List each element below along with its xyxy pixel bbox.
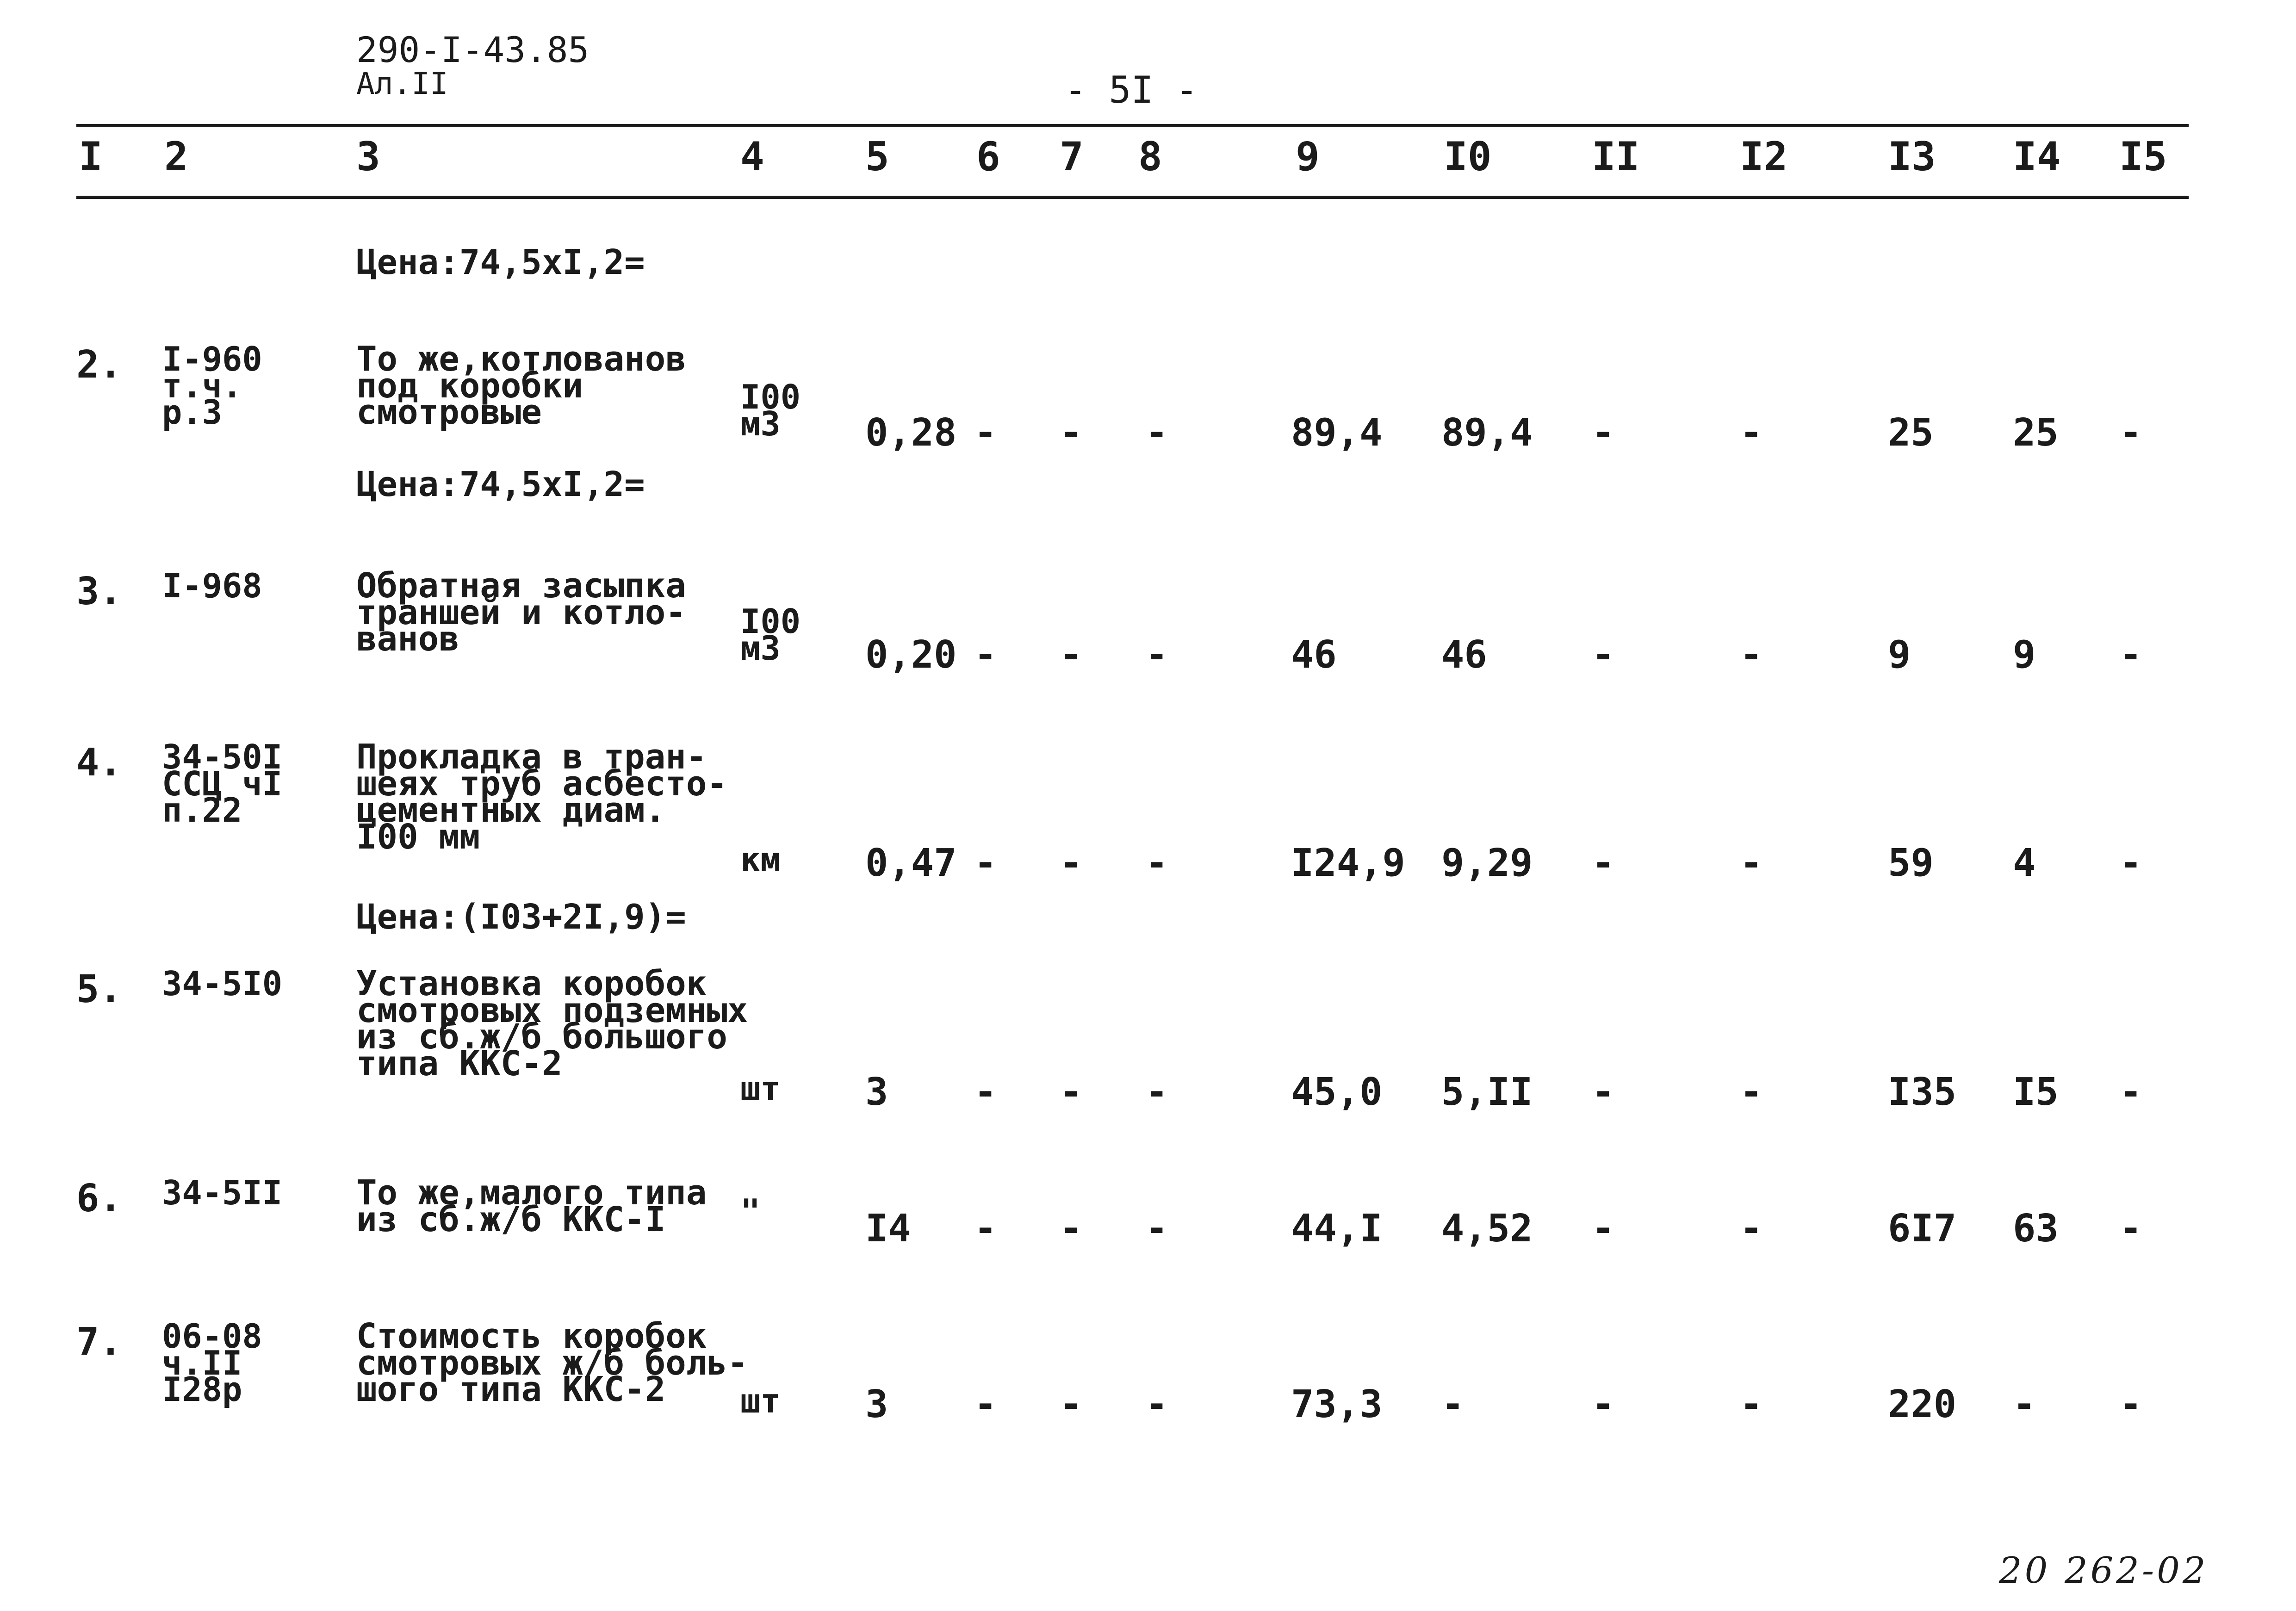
col-10: 46 bbox=[1441, 633, 1487, 677]
col-14: 4 bbox=[2013, 841, 2036, 885]
row-number: 3. bbox=[76, 570, 122, 613]
row-number: 4. bbox=[76, 741, 122, 785]
column-number: I4 bbox=[2013, 134, 2061, 180]
col-8: - bbox=[1145, 1070, 1168, 1114]
col-11: - bbox=[1592, 1382, 1615, 1426]
page-number: - 5I - bbox=[1064, 68, 1198, 112]
col-15: - bbox=[2119, 411, 2142, 455]
col-11: - bbox=[1592, 411, 1615, 455]
table-header-rule bbox=[76, 196, 2189, 199]
column-number: 9 bbox=[1296, 134, 1320, 180]
column-number: I3 bbox=[1888, 134, 1936, 180]
row-number: 2. bbox=[76, 343, 122, 387]
col-7: - bbox=[1060, 1070, 1083, 1114]
col-8: - bbox=[1145, 841, 1168, 885]
col-7: - bbox=[1060, 633, 1083, 677]
row-number: 6. bbox=[76, 1177, 122, 1221]
col-6: - bbox=[974, 411, 997, 455]
unit: км bbox=[740, 840, 781, 879]
table-row bbox=[0, 339, 2296, 555]
col-7: - bbox=[1060, 841, 1083, 885]
column-number: 6 bbox=[976, 134, 1000, 180]
column-number: I2 bbox=[1740, 134, 1788, 180]
col-11: - bbox=[1592, 1207, 1615, 1251]
price-note: Цена:74,5xI,2= bbox=[356, 242, 645, 282]
norm-code: 34-50I ССЦ чI п.22 bbox=[162, 737, 283, 830]
norm-code: 34-5II bbox=[162, 1173, 283, 1212]
norm-code: 34-5I0 bbox=[162, 964, 283, 1003]
col-8: - bbox=[1145, 1382, 1168, 1426]
work-description: Прокладка в тран- шеях труб асбесто- цементных диам. I00 мм bbox=[356, 737, 727, 857]
col-9: 73,3 bbox=[1291, 1382, 1383, 1426]
work-description: То же,котлованов под коробки смотровые bbox=[356, 339, 686, 433]
work-description: Стоимость коробок смотровых ж/б боль- шого типа ККС-2 bbox=[356, 1316, 748, 1410]
norm-code: I-960 т.ч. р.3 bbox=[162, 340, 262, 432]
norm-code: I-968 bbox=[162, 566, 262, 605]
col-8: - bbox=[1145, 1207, 1168, 1251]
col-13: 59 bbox=[1888, 841, 1934, 885]
col-12: - bbox=[1740, 411, 1763, 455]
col-14: 63 bbox=[2013, 1207, 2059, 1251]
col-6: - bbox=[974, 633, 997, 677]
col-9: I24,9 bbox=[1291, 841, 1405, 885]
quantity: 0,28 bbox=[865, 411, 957, 455]
table-row bbox=[0, 964, 2296, 1180]
row-number: 7. bbox=[76, 1320, 122, 1364]
table-top-rule bbox=[76, 124, 2189, 127]
unit: I00 м3 bbox=[740, 602, 801, 668]
col-10: 89,4 bbox=[1441, 411, 1533, 455]
col-7: - bbox=[1060, 411, 1083, 455]
col-15: - bbox=[2119, 841, 2142, 885]
col-12: - bbox=[1740, 1382, 1763, 1426]
quantity: I4 bbox=[865, 1207, 911, 1251]
col-7: - bbox=[1060, 1382, 1083, 1426]
col-15: - bbox=[2119, 1382, 2142, 1426]
unit: шт bbox=[740, 1382, 781, 1420]
col-14: 9 bbox=[2013, 633, 2036, 677]
col-15: - bbox=[2119, 1070, 2142, 1114]
col-7: - bbox=[1060, 1207, 1083, 1251]
col-13: I35 bbox=[1888, 1070, 1957, 1114]
col-10: 4,52 bbox=[1441, 1207, 1533, 1251]
quantity: 0,47 bbox=[865, 841, 957, 885]
column-number: 8 bbox=[1138, 134, 1162, 180]
column-number: 5 bbox=[865, 134, 889, 180]
work-description: Установка коробок смотровых подземных из сб.ж/б большого типа ККС-2 bbox=[356, 964, 748, 1084]
archive-stamp: 20 262-02 bbox=[1999, 1550, 2209, 1592]
work-description: То же,малого типа из сб.ж/б ККС-I bbox=[356, 1173, 707, 1239]
column-number: II bbox=[1592, 134, 1640, 180]
col-9: 45,0 bbox=[1291, 1070, 1383, 1114]
col-15: - bbox=[2119, 633, 2142, 677]
work-description: Обратная засыпка траншей и котло- ванов bbox=[356, 566, 686, 659]
col-6: - bbox=[974, 1382, 997, 1426]
column-number: 4 bbox=[740, 134, 764, 180]
column-number: I5 bbox=[2119, 134, 2167, 180]
col-11: - bbox=[1592, 633, 1615, 677]
col-11: - bbox=[1592, 841, 1615, 885]
col-12: - bbox=[1740, 633, 1763, 677]
col-12: - bbox=[1740, 841, 1763, 885]
col-9: 44,I bbox=[1291, 1207, 1383, 1251]
col-10: - bbox=[1441, 1382, 1464, 1426]
price-note: Цена:74,5xI,2= bbox=[356, 465, 645, 504]
norm-code: 06-08 ч.II I28р bbox=[162, 1317, 262, 1409]
column-number: 7 bbox=[1060, 134, 1084, 180]
table-row bbox=[0, 1316, 2296, 1531]
quantity: 0,20 bbox=[865, 633, 957, 677]
quantity: 3 bbox=[865, 1382, 888, 1426]
col-13: 9 bbox=[1888, 633, 1911, 677]
col-12: - bbox=[1740, 1207, 1763, 1251]
column-number: I bbox=[79, 134, 103, 180]
column-number: I0 bbox=[1444, 134, 1492, 180]
col-11: - bbox=[1592, 1070, 1615, 1114]
unit: шт bbox=[740, 1069, 781, 1108]
col-9: 46 bbox=[1291, 633, 1337, 677]
col-13: 6I7 bbox=[1888, 1207, 1957, 1251]
col-14: - bbox=[2013, 1382, 2036, 1426]
col-13: 25 bbox=[1888, 411, 1934, 455]
col-8: - bbox=[1145, 411, 1168, 455]
col-10: 9,29 bbox=[1441, 841, 1533, 885]
col-13: 220 bbox=[1888, 1382, 1957, 1426]
col-9: 89,4 bbox=[1291, 411, 1383, 455]
unit: I00 м3 bbox=[740, 378, 801, 443]
col-6: - bbox=[974, 1070, 997, 1114]
col-8: - bbox=[1145, 633, 1168, 677]
col-14: I5 bbox=[2013, 1070, 2059, 1114]
document-code: 290-I-43.85 bbox=[356, 29, 590, 70]
column-number: 3 bbox=[356, 134, 380, 180]
row-number: 5. bbox=[76, 967, 122, 1011]
col-6: - bbox=[974, 1207, 997, 1251]
column-number: 2 bbox=[164, 134, 188, 180]
col-6: - bbox=[974, 841, 997, 885]
col-14: 25 bbox=[2013, 411, 2059, 455]
col-15: - bbox=[2119, 1207, 2142, 1251]
album-number: Ал.II bbox=[356, 66, 448, 101]
quantity: 3 bbox=[865, 1070, 888, 1114]
price-note: Цена:(I03+2I,9)= bbox=[356, 897, 686, 937]
col-10: 5,II bbox=[1441, 1070, 1533, 1114]
table-row bbox=[0, 737, 2296, 953]
col-12: - bbox=[1740, 1070, 1763, 1114]
unit: " bbox=[740, 1192, 761, 1231]
